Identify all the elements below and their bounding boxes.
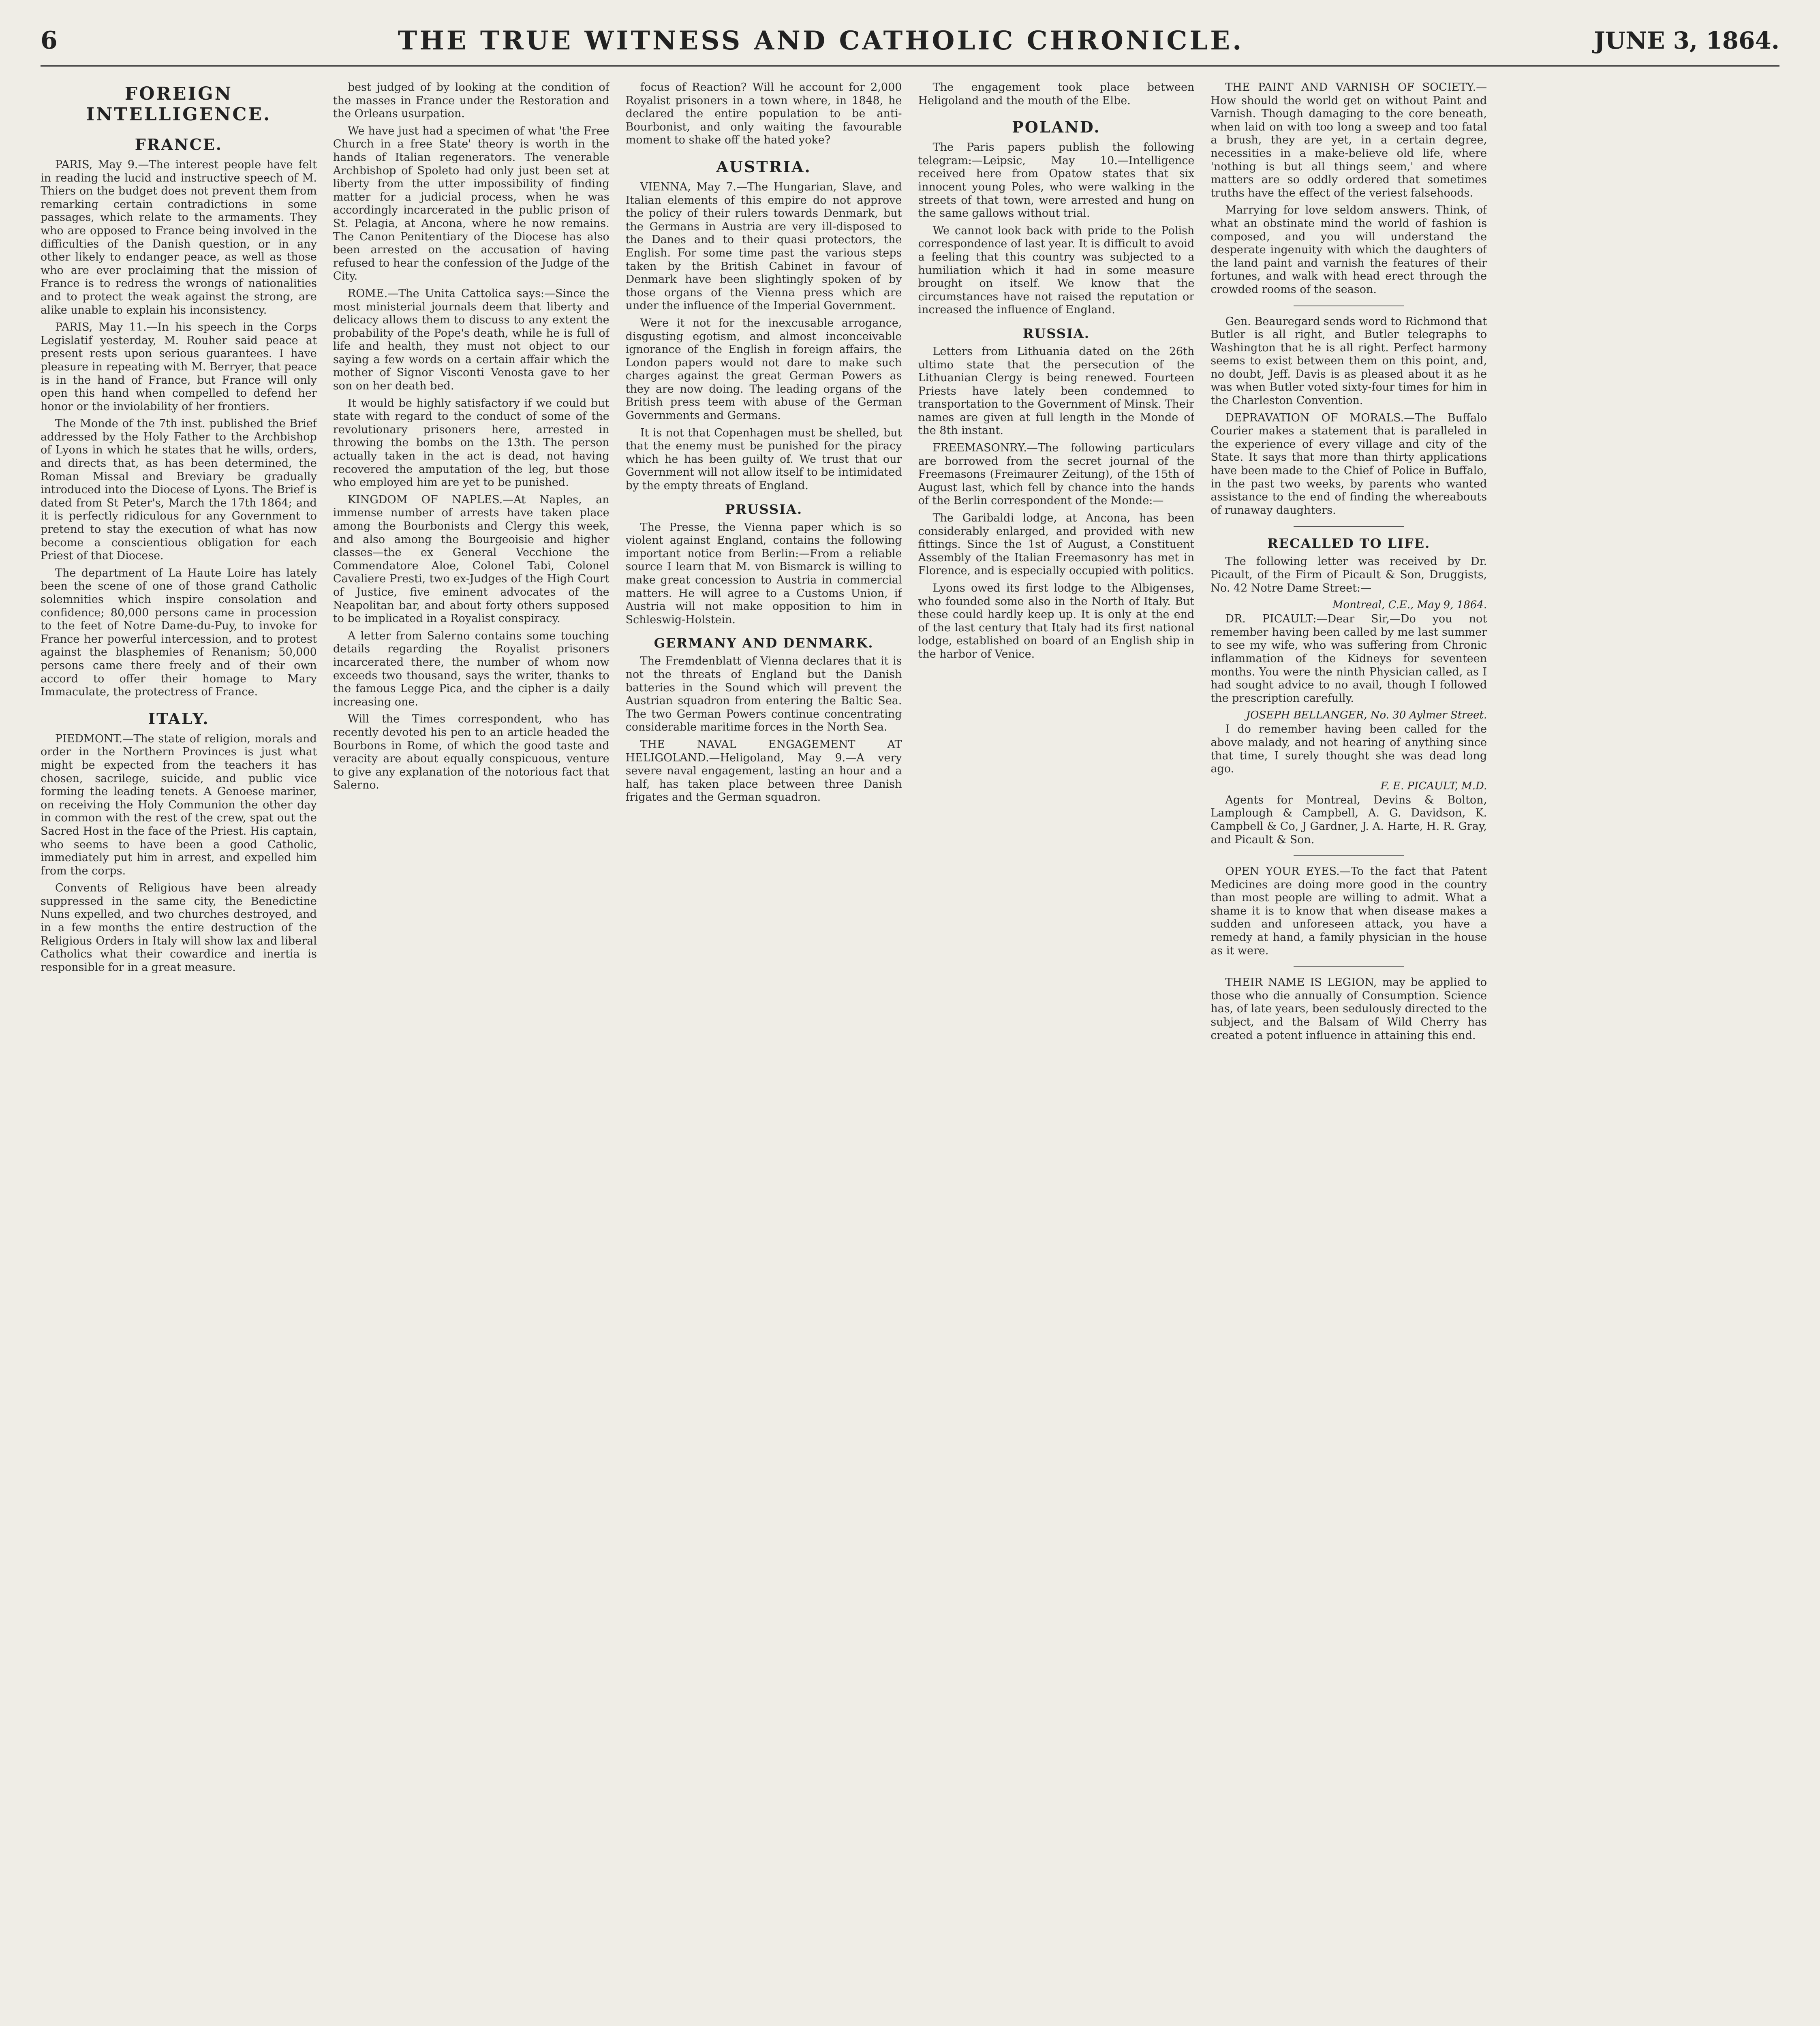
article-paragraph: A letter from Salerno contains some touching details regarding the Royalist prisoners incarcerated there, the number of whom now exceeds two thousand, says the writer, thanks to the famous Legge Pica, and the cipher is a daily increasing one. — [333, 629, 610, 708]
article-paragraph: The Presse, the Vienna paper which is so violent against England, contains the following important notice from Berlin:—From a reliable source I learn that M. von Bismarck is willing to make great concession to Austria in commercial matters. He will agree to a Customs Union, if Austria will not make opposition to him in Schleswig-Holstein. — [625, 521, 902, 626]
column-4 — [918, 81, 1194, 2026]
advertisement-paragraph: THEIR NAME IS LEGION, may be applied to those who die annually of Consumption. Science has, of late years, been sedulously directed to the subject, and the Balsam of Wild Cherry has created a potent influence in attaining this end. — [1210, 976, 1487, 1042]
article-paragraph: PARIS, May 11.—In his speech in the Corps Legislatif yesterday, M. Rouher said peace at present rests upon serious guarantees. I have pleasure in repeating with M. Berryer, that peace is in the hand of France, but France will only open this hand when compelled to defend her honor or the inviolability of her frontiers. — [41, 321, 317, 413]
article-paragraph: PIEDMONT.—The state of religion, morals and order in the Northern Provinces is just what might be expected from the teachers it has chosen, sacrilege, suicide, and public vice forming the leading tenets. A Genoese mariner, on receiving the Holy Communion the other day in common with the rest of the crew, spat out the Sacred Host in the face of the Priest. His captain, who seems to have been a good Catholic, immediately put him in arrest, and expelled him from the corps. — [41, 732, 317, 877]
article-paragraph: Were it not for the inexcusable arrogance, disgusting egotism, and almost inconceivable ignorance of the English in foreign affairs, the London papers would not dare to make such charges against the great German Powers as they are now doing. The leading organs of the British press teem with abuse of the German Governments and Germans. — [625, 316, 902, 422]
agents-notice: Agents for Montreal, Devins & Bolton, Lamplough & Campbell, A. G. Davidson, K. Campbell & Co, J Gardner, J. A. Harte, H. R. Gray, and Picault & Son. — [1210, 793, 1487, 846]
article-paragraph: The engagement took place between Heligoland and the mouth of the Elbe. — [918, 81, 1195, 107]
article-paragraph: The Paris papers publish the following telegram:—Leipsic, May 10.—Intelligence received here from Opatow states that six innocent young Poles, who were walking in the streets of that town, were arrested and hung on the same gallows without trial. — [918, 141, 1195, 220]
article-paragraph: The Monde of the 7th inst. published the Brief addressed by the Holy Father to the Archbishop of Lyons in which he states that he wills, orders, and directs that, as has been determined, the Roman Missal and Breviary be gradually introduced into the Diocese of Lyons. The Brief is dated from St Peter's, March the 17th 1864; and it is perfectly ridiculous for any Government to pretend to stay the execution of what has now become a conscientious obligation for each Priest of that Diocese. — [41, 417, 317, 562]
column-rule — [1294, 966, 1404, 967]
issue-date: JUNE 3, 1864. — [1594, 27, 1779, 54]
subsection-italy: ITALY. — [148, 709, 210, 728]
article-paragraph: Will the Times correspondent, who has recently devoted his pen to an article headed the Bourbons in Rome, of which the good taste and veracity are about equally conspicuous, venture to give any explanation of the notorious fact that Salerno. — [333, 713, 610, 792]
article-paragraph: The Fremdenblatt of Vienna declares that it is not the threats of England but the Danish batteries in the Sound which will prevent the Austrian squadron from entering the Baltic Sea. The two German Powers continue concentrating considerable maritime forces in the North Sea. — [625, 655, 902, 734]
article-paragraph: focus of Reaction? Will he account for 2,000 Royalist prisoners in a town where, in 1848, he declared the entire population to be anti-Bourbonist, and only waiting the favourable moment to shake off the hated yoke? — [625, 81, 902, 147]
article-paragraph: ROME.—The Unita Cattolica says:—Since the most ministerial journals deem that liberty and delicacy allows them to discuss to any extent the probability of the Pope's death, while he is full of life and health, they must not object to our saying a few words on a certain affair which the mother of Signor Visconti Venosta gave to her son on her death bed. — [333, 287, 610, 393]
article-paragraph: FREEMASONRY.—The following particulars are borrowed from the secret journal of the Freemasons (Freimaurer Zeitung), of the 15th of August last, which fell by chance into the hands of the Berlin correspondent of the Monde:— — [918, 442, 1195, 507]
article-paragraph: The following letter was received by Dr. Picault, of the Firm of Picault & Son, Druggists, No. 42 Notre Dame Street:— — [1210, 555, 1487, 594]
column-6 — [1503, 81, 1779, 2026]
column-rule — [1294, 526, 1404, 527]
article-paragraph: Convents of Religious have been already suppressed in the same city, the Benedictine Nuns expelled, and two churches destroyed, and in a few months the entire destruction of the Religious Orders in Italy will show lax and liberal Catholics what their cowardice and inertia is responsible for in a great measure. — [41, 882, 317, 974]
article-paragraph: I do remember having been called for the above malady, and not hearing of anything since that time, I surely thought she was dead long ago. — [1210, 723, 1487, 776]
letter-signature: F. E. PICAULT, M.D. — [1380, 780, 1487, 792]
subsection-poland: POLAND. — [1012, 118, 1101, 137]
subsection-prussia: PRUSSIA. — [725, 501, 803, 517]
column-5 — [1210, 81, 1487, 2026]
article-paragraph: VIENNA, May 7.—The Hungarian, Slave, and Italian elements of this empire do not approve the policy of their rulers towards Denmark, but the Germans in Austria are very ill-disposed to the Danes and to their quasi protectors, the English. For some time past the various steps taken by the British Cabinet in favour of Denmark have been slightingly spoken of by those organs of the Vienna press which are under the influence of the Imperial Government. — [625, 180, 902, 312]
subsection-austria: AUSTRIA. — [716, 157, 811, 176]
article-paragraph: The department of La Haute Loire has lately been the scene of one of those grand Catholic solemnities which inspire consolation and confidence; 80,000 persons came in procession to the feet of Notre Dame-du-Puy, to invoke for France her powerful intercession, and to protest against the blasphemies of Renanism; 50,000 persons came there freely and of their own accord to offer their homage to Mary Immaculate, the protectress of France. — [41, 566, 317, 699]
article-paragraph: PARIS, May 9.—The interest people have felt in reading the lucid and instructive speech of M. Thiers on the budget does not prevent them from remarking certain contradictions in some passages, which relate to the armaments. They who are opposed to France being involved in the difficulties of the Danish question, or in any other likely to endanger peace, as well as those who are ever proclaiming that the mission of France is to redress the wrongs of nationalities and to protect the weak against the strong, are alike unable to explain his inconsistency. — [41, 158, 317, 316]
article-paragraph: Gen. Beauregard sends word to Richmond that Butler is all right, and Butler telegraphs to Washington that he is all right. Perfect harmony seems to exist between them on this point, and, no doubt, Jeff. Davis is as pleased about it as he was when Butler voted sixty-four times for him in the Charleston Convention. — [1210, 315, 1487, 407]
article-paragraph: We have just had a specimen of what 'the Free Church in a free State' theory is worth in the hands of Italian regenerators. The venerable Archbishop of Spoleto had only just been set at liberty from the utter impossibility of finding matter for a judicial process, when he was accordingly incarcerated in the public prison of St. Pelagia, at Ancona, where he now remains. The Canon Penitentiary of the Diocese has also been arrested on the accusation of having refused to hear the confession of the Judge of the City. — [333, 124, 610, 283]
advertisement-paragraph: OPEN YOUR EYES.—To the fact that Patent Medicines are doing more good in the country than most people are willing to admit. What a shame it is to know that when disease makes a sudden and unforeseen attack, you have a remedy at hand, a family physician in the house as it were. — [1210, 865, 1487, 957]
article-paragraph: The Garibaldi lodge, at Ancona, has been considerably enlarged, and provided with new fittings. Since the 1st of August, a Constituent Assembly of the Italian Freemasonry has met in Florence, and is especially occupied with politics. — [918, 512, 1195, 577]
section-title-foreign-intelligence: FOREIGN INTELLIGENCE. — [86, 83, 272, 125]
article-paragraph: Marrying for love seldom answers. Think, of what an obstinate mind the world of fashion is composed, and you will understand the desperate ingenuity with which the daughters of the land paint and varnish the features of their fortunes, and walk with head erect through the crowded rooms of the season. — [1210, 204, 1487, 296]
page-number: 6 — [41, 26, 58, 55]
article-paragraph: KINGDOM OF NAPLES.—At Naples, an immense number of arrests have taken place among the Bourbonists and Clergy this week, and also among the Bourgeoisie and higher classes—the ex General Vecchione the Commendatore Aloe, Colonel Tabi, Colonel Cavaliere Presti, two ex-Judges of the High Court of Justice, five eminent advocates of the Neapolitan bar, and about forty others supposed to be implicated in a Royalist conspiracy. — [333, 493, 610, 625]
article-paragraph: THE NAVAL ENGAGEMENT AT HELIGOLAND.—Heligoland, May 9.—A very severe naval engagement, lasting an hour and a half, has taken place between three Danish frigates and the German squadron. — [625, 738, 902, 804]
newspaper-title: THE TRUE WITNESS AND CATHOLIC CHRONICLE. — [398, 25, 1244, 56]
columns — [41, 81, 1779, 2026]
article-paragraph: DEPRAVATION OF MORALS.—The Buffalo Courier makes a statement that is paralleled in the experience of every village and city of the State. It says that more than thirty applications have been made to the Chief of Police in Buffalo, in the past two weeks, by parents who wanted assistance to the end of finding the whereabouts of runaway daughters. — [1210, 411, 1487, 517]
letter-signature: JOSEPH BELLANGER, No. 30 Aylmer Street. — [1246, 709, 1487, 722]
letter-dateline: Montreal, C.E., May 9, 1864. — [1332, 599, 1487, 611]
subsection-germany-and-denmark: GERMANY AND DENMARK. — [654, 635, 874, 651]
article-paragraph: We cannot look back with pride to the Polish correspondence of last year. It is difficult to avoid a feeling that this country was subjected to a humiliation which it had in some measure brought on itself. We know that the circumstances have not raised the reputation or increased the influence of England. — [918, 224, 1195, 316]
subsection-france: FRANCE. — [135, 135, 223, 154]
article-paragraph: best judged of by looking at the condition of the masses in France under the Restoration and the Orleans usurpation. — [333, 81, 610, 120]
masthead — [41, 16, 1779, 67]
article-paragraph: THE PAINT AND VARNISH OF SOCIETY.—How should the world get on without Paint and Varnish. Though damaging to the core beneath, when laid on with too long a sweep and too fatal a brush, they are yet, in a certain degree, necessities in a make-believe old life, where 'nothing is but all things seem,' and where matters are so oddly ordered that sometimes truths have the effect of the veriest falsehoods. — [1210, 81, 1487, 199]
column-1 — [41, 81, 317, 2026]
subsection-russia: RUSSIA. — [1022, 325, 1090, 341]
article-paragraph: Letters from Lithuania dated on the 26th ultimo state that the persecution of the Lithuanian Clergy is being renewed. Fourteen Priests have lately been condemned to transportation to the Government of Minsk. Their names are given at full length in the Monde of the 8th instant. — [918, 345, 1195, 437]
article-paragraph: Lyons owed its first lodge to the Albigenses, who founded some also in the North of Italy. But these could hardly keep up. It is only at the end of the last century that Italy had its first national lodge, established on board of an English ship in the harbor of Venice. — [918, 582, 1195, 660]
column-3 — [626, 81, 902, 2026]
subsection-recalled-to-life: RECALLED TO LIFE. — [1267, 536, 1431, 551]
article-paragraph: It would be highly satisfactory if we could but state with regard to the conduct of some of the revolutionary prisoners here, arrested in throwing the bombs on the 13th. The person actually taken in the act is dead, not having recovered the amputation of the leg, but those who employed him are yet to be punished. — [333, 397, 610, 489]
column-2 — [333, 81, 610, 2026]
column-rule — [1294, 855, 1404, 856]
article-paragraph: It is not that Copenhagen must be shelled, but that the enemy must be punished for the piracy which he has been guilty of. We trust that our Government will not allow itself to be intimidated by the empty threats of England. — [625, 426, 902, 492]
article-paragraph: DR. PICAULT:—Dear Sir,—Do you not remember having been called by me last summer to see my wife, who was suffering from Chronic inflammation of the Kidneys for seventeen months. You were the ninth Physician called, as I had sought advice to no avail, though I followed the prescription carefully. — [1210, 613, 1487, 705]
